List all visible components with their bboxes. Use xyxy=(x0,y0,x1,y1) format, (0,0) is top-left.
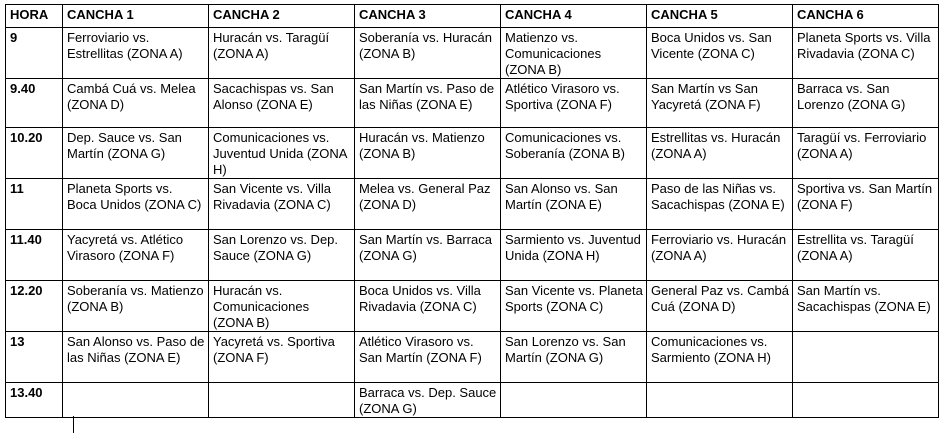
match-cell xyxy=(647,383,793,418)
match-cell: Estrellitas vs. Huracán (ZONA A) xyxy=(647,128,793,179)
hour-cell: 13 xyxy=(6,332,63,383)
header-row xyxy=(6,5,939,28)
match-cell: Soberanía vs. Matienzo (ZONA B) xyxy=(63,281,209,332)
match-cell xyxy=(501,383,647,418)
match-cell: San Martín vs. Barraca (ZONA G) xyxy=(355,230,501,281)
match-cell: Melea vs. General Paz (ZONA D) xyxy=(355,179,501,230)
match-cell: Comunicaciones vs. Juventud Unida (ZONA H) xyxy=(209,128,355,179)
match-cell: Barraca vs. San Lorenzo (ZONA G) xyxy=(793,79,939,128)
match-cell: Atlético Virasoro vs. San Martín (ZONA F) xyxy=(355,332,501,383)
hour-cell: 13.40 xyxy=(6,383,63,418)
hour-cell: 10.20 xyxy=(6,128,63,179)
table-row xyxy=(6,332,939,383)
match-cell: Soberanía vs. Huracán (ZONA B) xyxy=(355,28,501,79)
match-cell: Ferroviario vs. Estrellitas (ZONA A) xyxy=(63,28,209,79)
match-cell xyxy=(63,383,209,418)
text-cursor xyxy=(73,416,74,433)
match-cell: San Lorenzo vs. San Martín (ZONA G) xyxy=(501,332,647,383)
match-cell: Ferroviario vs. Huracán (ZONA A) xyxy=(647,230,793,281)
hour-cell: 11.40 xyxy=(6,230,63,281)
match-cell xyxy=(209,383,355,418)
match-cell: Dep. Sauce vs. San Martín (ZONA G) xyxy=(63,128,209,179)
hour-cell: 11 xyxy=(6,179,63,230)
match-cell: San Martín vs. Sacachispas (ZONA E) xyxy=(793,281,939,332)
table-row xyxy=(6,179,939,230)
table-row xyxy=(6,128,939,179)
match-cell: Paso de las Niñas vs. Sacachispas (ZONA E) xyxy=(647,179,793,230)
header-cancha-3: CANCHA 3 xyxy=(355,5,501,28)
match-cell: Yacyretá vs. Atlético Virasoro (ZONA F) xyxy=(63,230,209,281)
header-cancha-6: CANCHA 6 xyxy=(793,5,939,28)
match-cell: San Vicente vs. Planeta Sports (ZONA C) xyxy=(501,281,647,332)
hour-cell: 12.20 xyxy=(6,281,63,332)
match-cell: Estrellita vs. Taragüí (ZONA A) xyxy=(793,230,939,281)
match-cell: Comunicaciones vs. Sarmiento (ZONA H) xyxy=(647,332,793,383)
match-cell: Atlético Virasoro vs. Sportiva (ZONA F) xyxy=(501,79,647,128)
table-row xyxy=(6,281,939,332)
match-cell: Huracán vs. Comunicaciones (ZONA B) xyxy=(209,281,355,332)
match-cell: Comunicaciones vs. Soberanía (ZONA B) xyxy=(501,128,647,179)
hour-cell: 9 xyxy=(6,28,63,79)
match-cell: Sarmiento vs. Juventud Unida (ZONA H) xyxy=(501,230,647,281)
match-cell: Planeta Sports vs. Villa Rivadavia (ZONA C) xyxy=(793,28,939,79)
table-row xyxy=(6,383,939,418)
match-cell: San Vicente vs. Villa Rivadavia (ZONA C) xyxy=(209,179,355,230)
match-cell: Yacyretá vs. Sportiva (ZONA F) xyxy=(209,332,355,383)
match-cell: Sportiva vs. San Martín (ZONA F) xyxy=(793,179,939,230)
match-cell: San Alonso vs. San Martín (ZONA E) xyxy=(501,179,647,230)
match-cell xyxy=(793,332,939,383)
match-cell: Sacachispas vs. San Alonso (ZONA E) xyxy=(209,79,355,128)
hour-cell: 9.40 xyxy=(6,79,63,128)
match-cell: Huracán vs. Taragüí (ZONA A) xyxy=(209,28,355,79)
match-cell: Boca Unidos vs. San Vicente (ZONA C) xyxy=(647,28,793,79)
match-cell: Matienzo vs. Comunicaciones (ZONA B) xyxy=(501,28,647,79)
table-row xyxy=(6,79,939,128)
header-cancha-5: CANCHA 5 xyxy=(647,5,793,28)
header-cancha-2: CANCHA 2 xyxy=(209,5,355,28)
match-cell: San Alonso vs. Paso de las Niñas (ZONA E) xyxy=(63,332,209,383)
match-cell: General Paz vs. Cambá Cuá (ZONA D) xyxy=(647,281,793,332)
match-cell: San Martín vs San Yacyretá (ZONA F) xyxy=(647,79,793,128)
match-cell: Planeta Sports vs. Boca Unidos (ZONA C) xyxy=(63,179,209,230)
table-row xyxy=(6,230,939,281)
header-hora: HORA xyxy=(6,5,63,28)
header-cancha-1: CANCHA 1 xyxy=(63,5,209,28)
match-cell: Taragüí vs. Ferroviario (ZONA A) xyxy=(793,128,939,179)
match-cell: San Lorenzo vs. Dep. Sauce (ZONA G) xyxy=(209,230,355,281)
table-row xyxy=(6,28,939,79)
match-cell: Boca Unidos vs. Villa Rivadavia (ZONA C) xyxy=(355,281,501,332)
match-cell xyxy=(793,383,939,418)
match-schedule-table xyxy=(5,4,939,418)
match-cell: Cambá Cuá vs. Melea (ZONA D) xyxy=(63,79,209,128)
match-cell: San Martín vs. Paso de las Niñas (ZONA E) xyxy=(355,79,501,128)
match-cell: Huracán vs. Matienzo (ZONA B) xyxy=(355,128,501,179)
header-cancha-4: CANCHA 4 xyxy=(501,5,647,28)
match-cell: Barraca vs. Dep. Sauce (ZONA G) xyxy=(355,383,501,418)
